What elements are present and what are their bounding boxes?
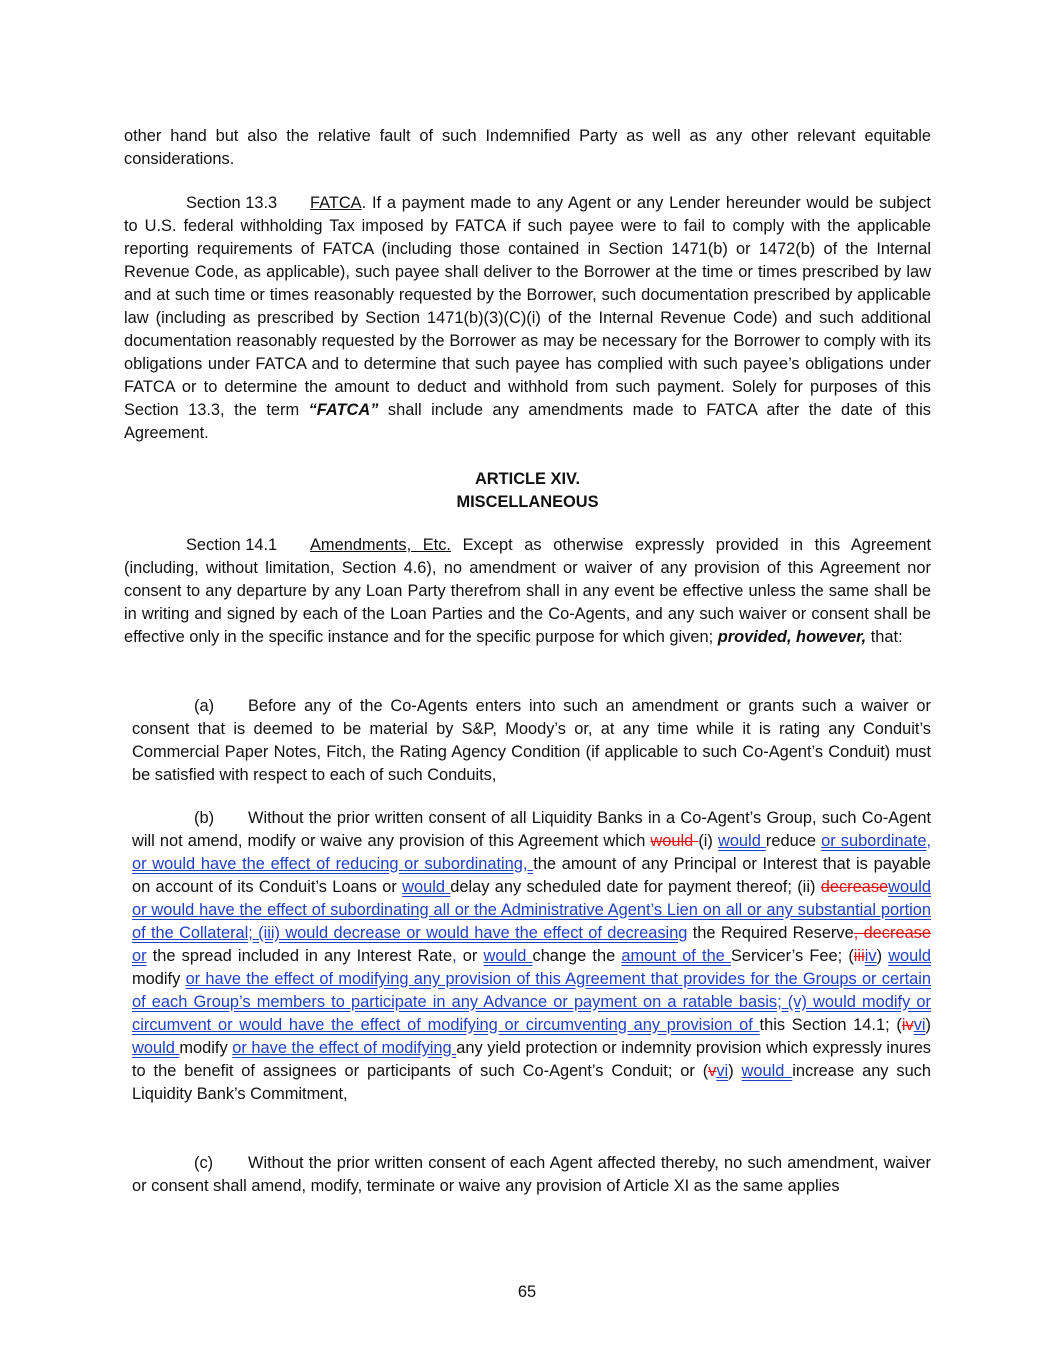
b-text: Without the prior written consent of all Liquidity Banks in a Co-Agent’s Group, such Co-Agent will not amend, modify or waive any provision of this Agreement which — [132, 809, 931, 850]
article-title: MISCELLANEOUS — [456, 493, 599, 511]
paragraph-c-text: Without the prior written consent of each Agent affected thereby, no such amendment, waiver or consent shall amend, modify, terminate or waive any provision of Article XI as the same applies — [132, 1154, 931, 1195]
section-13-3-title: FATCA — [310, 194, 362, 212]
paragraph-a-label: (a) — [194, 697, 215, 715]
section-14-1-number: Section 14.1 — [186, 536, 278, 554]
b-text: any yield protection or indemnity provision which expressly inures to the benefit of assignees or participants of such Co-Agent’s Conduit; or ( — [132, 1039, 931, 1080]
article-heading — [124, 468, 931, 514]
b-insertion: vi — [913, 1016, 926, 1034]
b-deletion: , decrease — [853, 924, 931, 942]
page-number-text: 65 — [517, 1283, 537, 1301]
section-14-1-title: Amendments, Etc. — [310, 536, 451, 554]
paragraph-a-text: Before any of the Co-Agents enters into such an amendment or grants such a waiver or consent that is deemed to be material by S&P, Moody’s or, at any time while it is rating any Conduit’s Commercial Paper Notes, Fitch, the Rating Agency Condition (if applicable to such Co-Agent’s Conduit) must be satisfied with respect to each of such Conduits, — [132, 697, 931, 784]
fatca-term: “FATCA” — [308, 401, 379, 419]
page-number — [477, 1281, 577, 1304]
paragraph-b-label: (b) — [194, 809, 215, 827]
b-text: this Section 14.1; ( — [759, 1016, 902, 1034]
paragraph-c — [132, 1152, 931, 1198]
b-insertion: would — [717, 832, 766, 850]
b-text: modify — [132, 970, 186, 988]
b-text: delay any scheduled date for payment thereof; (ii) — [450, 878, 821, 896]
b-deletion: would — [650, 832, 699, 850]
b-insertion: would — [741, 1062, 793, 1080]
section-13-3-body: . If a payment made to any Agent or any Lender hereunder would be subject to U.S. federal withholding Tax imposed by FATCA if such payee were to fail to comply with the applicable reporting requirements of FATCA (including those contained in Section 1471(b) or 1472(b) of the Internal Revenue Code, as applicable), such payee shall deliver to the Borrower at the time or times prescribed by law and at such time or times reasonably requested by the Borrower, such documentation prescribed by applicable law (including as prescribed by Section 1471(b)(3)(C)(i) of the Internal Revenue Code) and such additional documentation reasonably requested by the Borrower as may be necessary for the Borrower to comply with its obligations under FATCA and to determine that such payee has complied with such payee’s obligations under FATCA or to determine the amount to deduct and withhold from such payment. Solely for purposes of this Section 13.3, the term — [124, 194, 931, 419]
b-insertion: would — [402, 878, 451, 896]
b-insertion: , — [452, 947, 457, 965]
b-text: or — [456, 947, 484, 965]
b-insertion: or subordinate, or would have the effect of reducing or subordinating, — [132, 832, 931, 873]
intro-paragraph — [124, 125, 931, 171]
intro-text: other hand but also the relative fault of such Indemnified Party as well as any other relevant equitable considerations. — [124, 127, 931, 168]
b-text: ) — [728, 1062, 742, 1080]
paragraph-b — [132, 807, 931, 1106]
section-13-3-number: Section 13.3 — [186, 194, 278, 212]
section-14-1-body: Except as otherwise expressly provided in this Agreement (including, without limitation, Section 4.6), no amendment or waiver of any provision of this Agreement nor consent to any departure by any Loan Party therefrom shall in any event be effective unless the same shall be in writing and signed by each of the Loan Parties and the Co-Agents, and any such waiver or consent shall be effective only in the specific instance and for the specific purpose for which given; — [124, 536, 931, 646]
b-insertion: or have the effect of modifying — [232, 1039, 457, 1057]
b-text: reduce — [765, 832, 822, 850]
b-deletion: iv — [901, 1016, 914, 1034]
paragraph-a — [132, 695, 931, 787]
b-text: change the — [532, 947, 622, 965]
b-text: modify — [179, 1039, 233, 1057]
b-insertion: or have the effect of modifying any provision of this Agreement that provides for the Groups or certain of each Group’s members to participate in any Advance or payment on a ratable basis; (v) would modify or circumvent or would have the effect of modifying or circumventing any provision of — [132, 970, 931, 1034]
b-insertion: would — [132, 1039, 180, 1057]
b-insertion: or — [132, 947, 147, 965]
section-13-3 — [124, 192, 931, 445]
section-13-3-tail: shall include any amendments made to FATCA after the date of this Agreement. — [124, 401, 931, 442]
b-insertion: would or would have the effect of subordinating all or the Administrative Agent’s Lien on all or any substantial portion of the Collateral; (iii) would decrease or would have the effect of decreasing — [132, 878, 931, 942]
section-14-1 — [124, 534, 931, 649]
b-text: increase any such Liquidity Bank’s Commitment, — [132, 1062, 931, 1103]
b-insertion: would — [888, 947, 932, 965]
b-text: the spread included in any Interest Rate — [146, 947, 453, 965]
b-text: Servicer’s Fee; ( — [730, 947, 854, 965]
b-text: ) — [876, 947, 889, 965]
b-insertion: vi — [716, 1062, 729, 1080]
b-deletion: decrease — [820, 878, 889, 896]
b-insertion: amount of the — [621, 947, 731, 965]
b-insertion: would — [483, 947, 533, 965]
b-text: the amount of any Principal or Interest that is payable on account of its Conduit’s Loans or — [132, 855, 931, 896]
b-text: ) — [925, 1016, 931, 1034]
b-deletion: iii — [853, 947, 865, 965]
b-text: the Required Reserve — [687, 924, 854, 942]
b-insertion: iv — [864, 947, 877, 965]
paragraph-c-label: (c) — [194, 1154, 214, 1172]
section-14-1-tail: that: — [866, 628, 903, 646]
proviso-text: provided, however, — [717, 628, 867, 646]
b-text: (i) — [698, 832, 718, 850]
b-deletion: v — [708, 1062, 717, 1080]
article-number: ARTICLE XIV. — [474, 470, 581, 488]
